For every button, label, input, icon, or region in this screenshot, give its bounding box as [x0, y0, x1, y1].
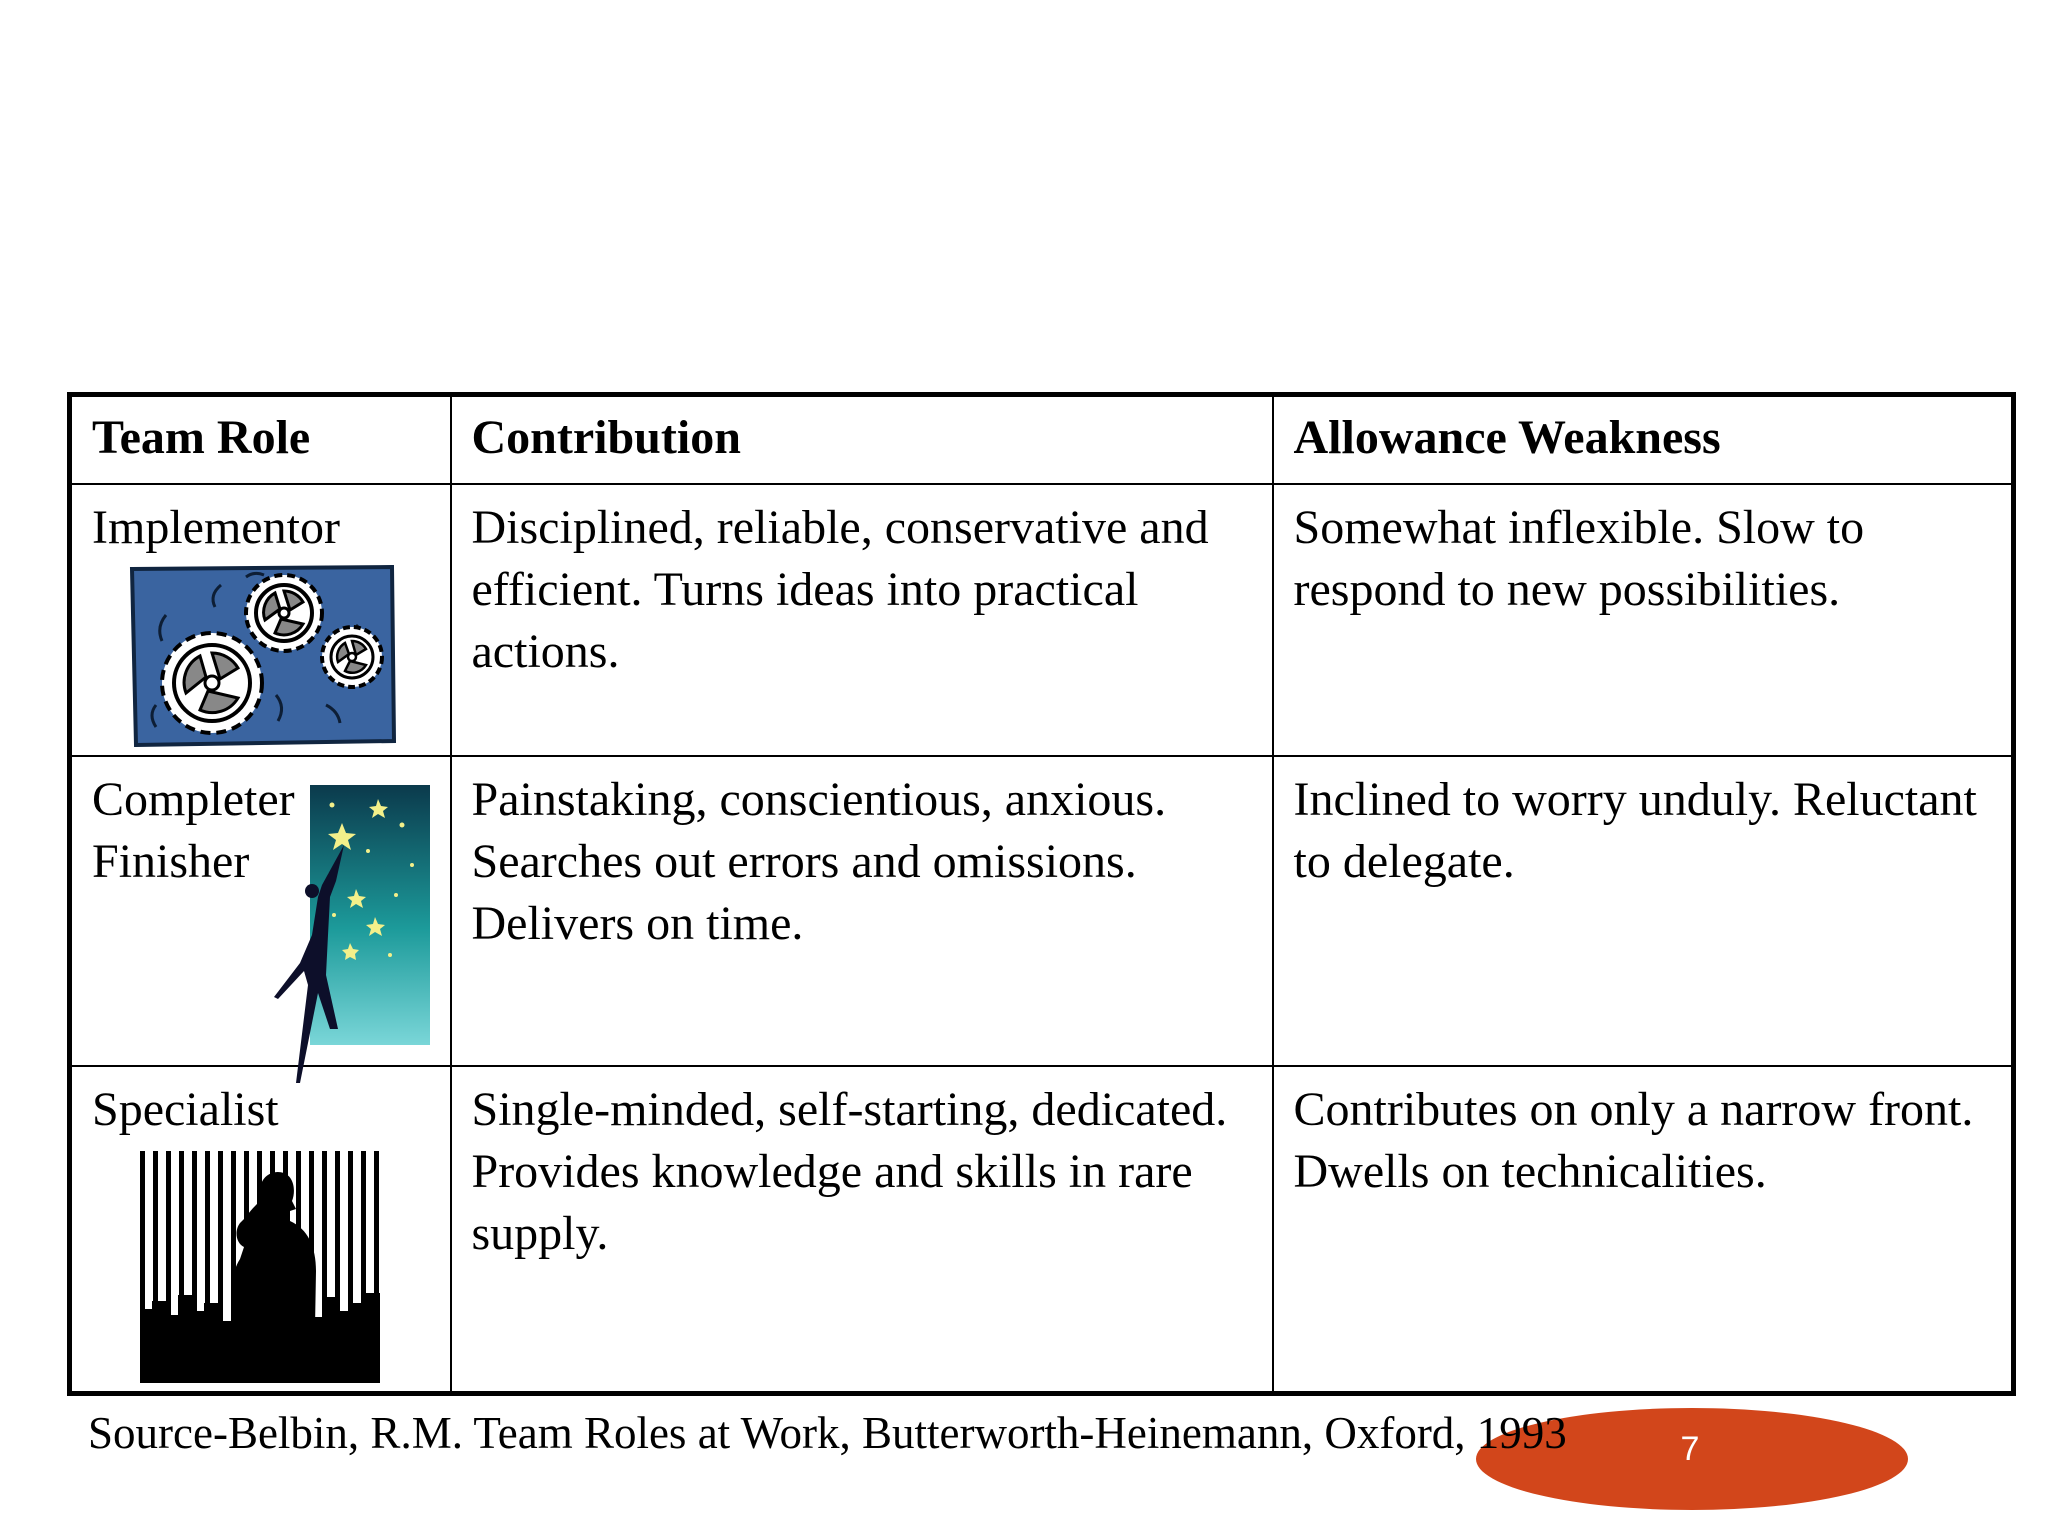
- role-name: Specialist: [92, 1083, 279, 1136]
- role-name-line1: Completer: [92, 773, 295, 826]
- weakness-cell: Somewhat inflexible. Slow to respond to new possibilities.: [1273, 484, 2014, 756]
- role-name: Implementor: [92, 501, 340, 554]
- source-citation: Source-Belbin, R.M. Team Roles at Work, Butterworth-Heinemann, Oxford, 1993: [88, 1408, 1567, 1458]
- table-row: [70, 1066, 2014, 1394]
- weakness-cell: Inclined to worry unduly. Reluctant to delegate.: [1273, 756, 2014, 1066]
- weakness-cell: Contributes on only a narrow front. Dwells on technicalities.: [1273, 1066, 2014, 1394]
- thinker-silhouette-icon: [140, 1151, 384, 1383]
- role-name-line2: Finisher: [92, 835, 250, 888]
- role-cell-completer-finisher: [70, 756, 451, 1066]
- table-row: [70, 756, 2014, 1066]
- header-allowance-weakness: Allowance Weakness: [1273, 395, 2014, 485]
- role-cell-implementor: [70, 484, 451, 756]
- role-cell-specialist: [70, 1066, 451, 1394]
- header-team-role: Team Role: [70, 395, 451, 485]
- gears-icon: [126, 565, 398, 747]
- contribution-cell: Single-minded, self-starting, dedicated. Provides knowledge and skills in rare supply.: [451, 1066, 1273, 1394]
- contribution-cell: Disciplined, reliable, conservative and efficient. Turns ideas into practical actions.: [451, 484, 1273, 756]
- team-roles-table: [67, 392, 2016, 1396]
- contribution-cell: Painstaking, conscientious, anxious. Searches out errors and omissions. Delivers on time.: [451, 756, 1273, 1066]
- header-contribution: Contribution: [451, 395, 1273, 485]
- table-header-row: [70, 395, 2014, 485]
- table-row: [70, 484, 2014, 756]
- page-number: 7: [1680, 1430, 1700, 1468]
